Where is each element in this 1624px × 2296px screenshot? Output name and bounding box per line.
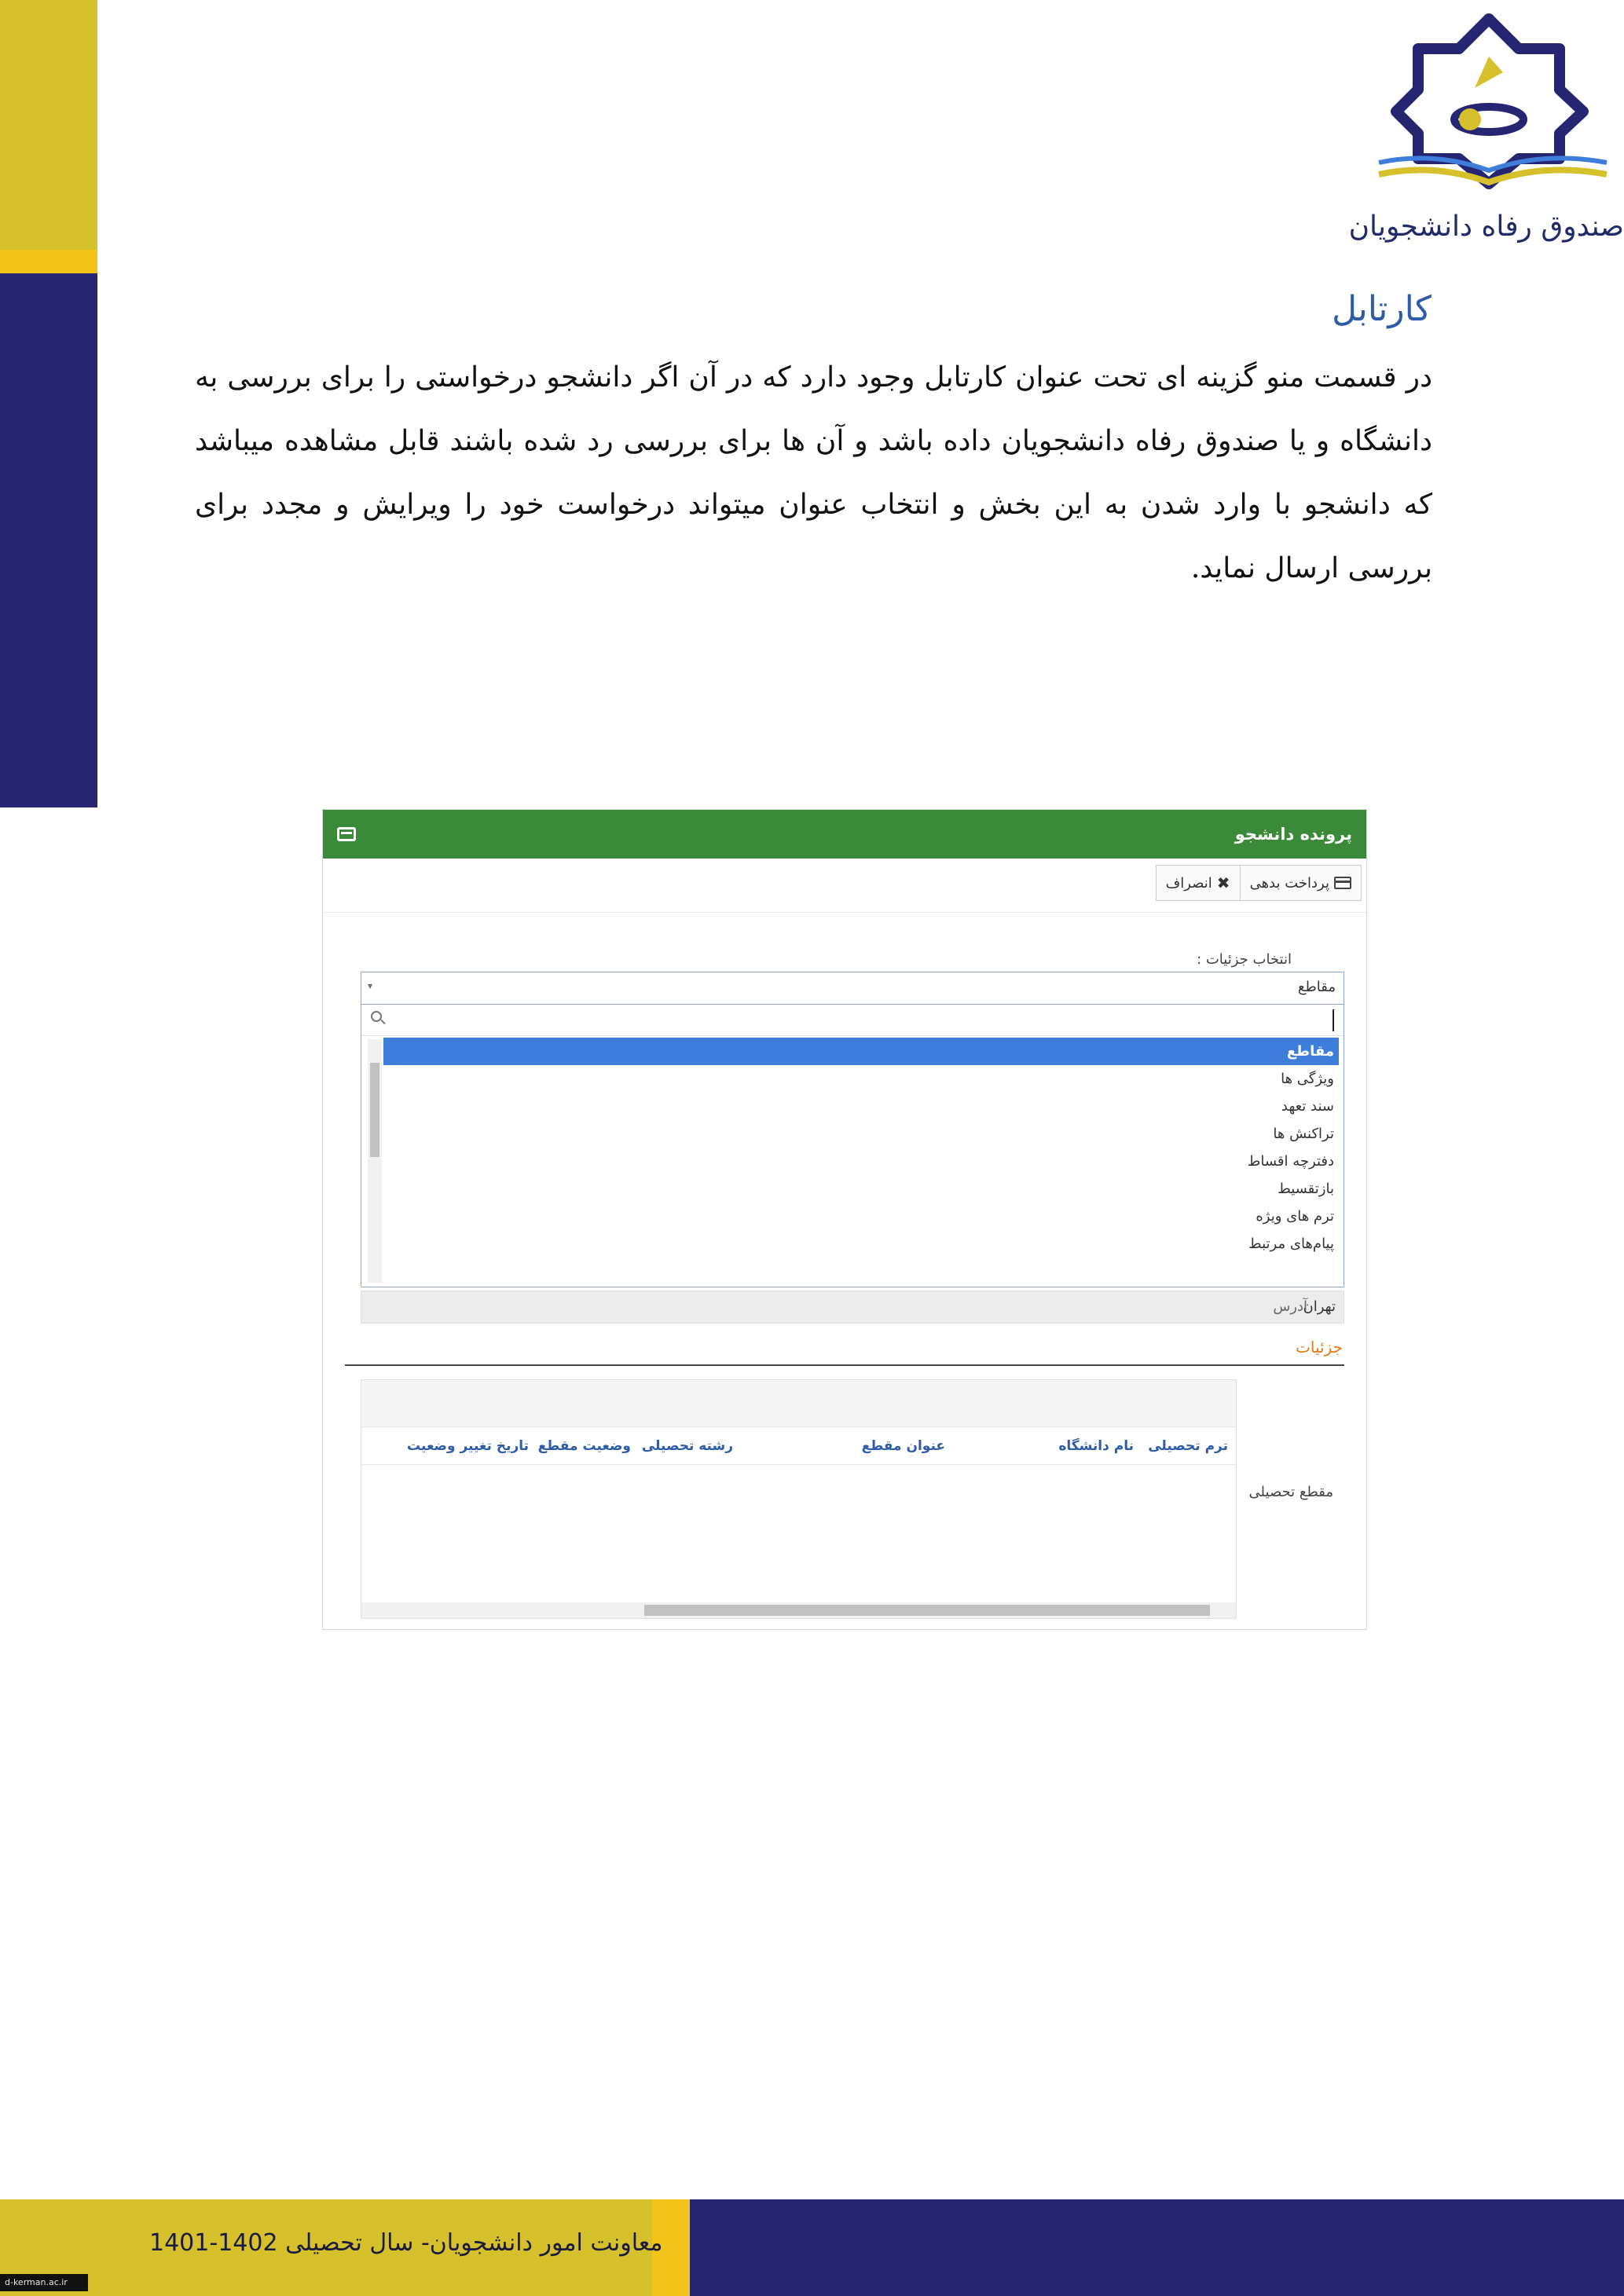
student-file-panel	[322, 809, 1367, 1630]
panel-header	[323, 810, 1366, 859]
option-item[interactable]: ویژگی ها	[1281, 1071, 1334, 1087]
table-scroll-thumb[interactable]	[644, 1605, 1210, 1616]
close-icon: ✖	[1216, 873, 1230, 892]
degree-row-label: مقطع تحصیلی	[1248, 1484, 1333, 1500]
column-header[interactable]: عنوان مقطع	[861, 1437, 945, 1454]
option-item[interactable]: مقاطع	[383, 1038, 1339, 1065]
minimize-icon[interactable]	[337, 827, 356, 841]
footer-text: معاونت امور دانشجویان- سال تحصیلی 1402-1401	[149, 2229, 663, 2257]
column-header[interactable]: ترم تحصیلی	[1148, 1437, 1228, 1454]
column-header[interactable]: وضعیت مقطع	[537, 1437, 631, 1454]
section-paragraph: در قسمت منو گزینه ای تحت عنوان کارتابل وجود دارد که در آن اگر دانشجو درخواستی را برای بررسی به دانشگاه و یا صندوق رفاه دانشجویان داده باشد و آن ها برای بررسی رد شده باشند قابل مشاهده میباشد که دانشجو با وارد شدن به این بخش و انتخاب عنوان میتواند درخواست خود را ویرایش و مجدد برای بررسی ارسال نماید.	[195, 361, 1432, 584]
side-bar-yellow	[0, 0, 97, 251]
details-divider	[345, 1364, 1344, 1366]
dropdown-scroll-thumb[interactable]	[370, 1063, 379, 1157]
option-item[interactable]: بازتقسیط	[1278, 1181, 1334, 1197]
column-header[interactable]: تاریخ تغییر وضعیت	[407, 1437, 529, 1454]
option-item[interactable]: دفترچه اقساط	[1247, 1153, 1334, 1170]
side-bar-accent	[0, 250, 97, 273]
column-header[interactable]: رشته تحصیلی	[641, 1437, 733, 1454]
panel-title: پرونده دانشجو	[1234, 825, 1352, 844]
section-title: کارتابل	[1332, 289, 1432, 329]
option-item[interactable]: پیام‌های مرتبط	[1248, 1236, 1334, 1252]
column-header[interactable]: نام دانشگاه	[1058, 1437, 1134, 1454]
address-field	[361, 1291, 1344, 1324]
degrees-table	[361, 1379, 1237, 1619]
panel-toolbar	[1156, 865, 1362, 901]
dropdown-options	[383, 1038, 1339, 1258]
fund-logo	[1371, 9, 1622, 190]
dropdown-scrollbar[interactable]	[368, 1039, 382, 1283]
address-value: تهران	[1303, 1298, 1336, 1315]
toolbar-divider	[323, 912, 1366, 913]
details-dropdown	[361, 1005, 1344, 1287]
text-cursor	[1333, 1009, 1334, 1031]
details-select-label: انتخاب جزئیات :	[1197, 951, 1292, 968]
org-name: صندوق رفاه دانشجویان	[1348, 211, 1624, 243]
footer-bar-navy	[690, 2199, 1624, 2296]
chevron-down-icon: ▾	[368, 980, 373, 991]
details-select[interactable]	[361, 972, 1344, 1005]
cancel-button[interactable]	[1156, 865, 1240, 901]
cancel-label: انصراف	[1165, 874, 1212, 892]
table-scrollbar[interactable]	[361, 1602, 1236, 1618]
details-title: جزئیات	[1296, 1338, 1343, 1357]
details-select-value: مقاطع	[1297, 979, 1336, 995]
option-item[interactable]: تراکنش ها	[1273, 1126, 1334, 1142]
side-bar-navy	[0, 273, 97, 807]
pay-debt-label: پرداخت بدهی	[1249, 874, 1329, 892]
pay-debt-button[interactable]	[1240, 865, 1362, 901]
search-icon	[371, 1011, 382, 1022]
dropdown-search-input[interactable]	[361, 1005, 1344, 1036]
option-item[interactable]: سند تعهد	[1281, 1098, 1334, 1115]
watermark: d-kerman.ac.ir	[0, 2274, 88, 2291]
table-header	[361, 1427, 1236, 1465]
option-item[interactable]: ترم های ویژه	[1256, 1208, 1334, 1225]
table-toolbar	[361, 1380, 1236, 1427]
address-label: آدرس	[1273, 1298, 1307, 1315]
credit-card-icon	[1334, 877, 1351, 889]
